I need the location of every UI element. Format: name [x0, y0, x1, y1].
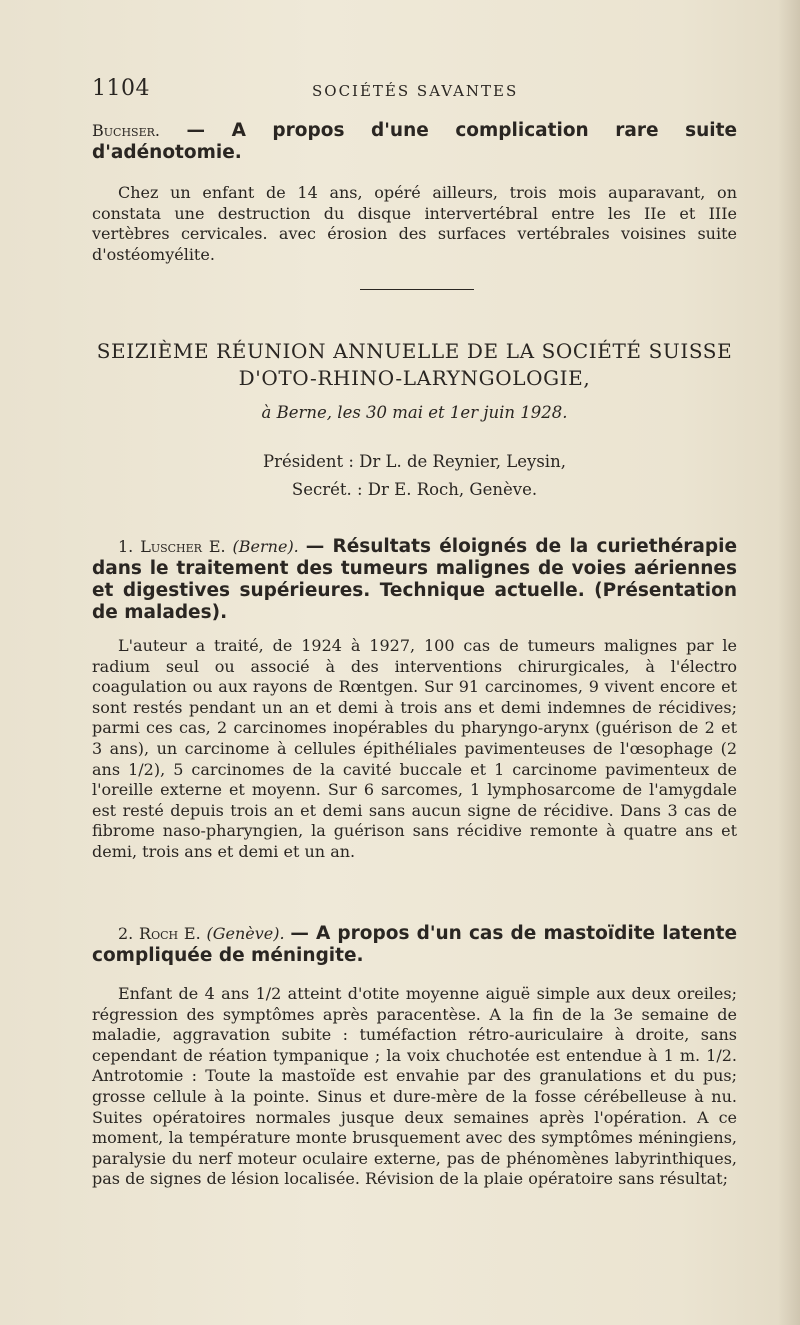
president-label: Président : [263, 452, 354, 471]
running-head: SOCIÉTÉS SAVANTES [312, 82, 519, 100]
article-buchser-heading [92, 120, 737, 164]
article-roch-heading [92, 923, 737, 967]
president-name: Dr L. de Reynier, Leysin, [359, 452, 566, 471]
number-roch: 2. [118, 924, 134, 943]
body-buchser: Chez un enfant de 14 ans, opéré ailleurs, trois mois auparavant, on constata une destruction du disque intervertébral entre les IIe et IIIe vertèbres cervicales. avec érosion des surfaces vertébrales voisines suite d'ostéomyélite. [92, 183, 737, 264]
place-roch: (Genève). [206, 924, 285, 943]
title-buchser: — A propos d'une complication rare suite d'adénotomie. [92, 120, 737, 163]
page-number: 1104 [92, 76, 150, 101]
body-roch: Enfant de 4 ans 1/2 atteint d'otite moyenne aiguë simple aux deux oreiles; régression des symptômes après paracentèse. A la fin de la 3e semaine de maladie, aggravation subite : tuméfaction rétro-auriculaire à droite, sans cependant de réation tympanique ; la voix chuchotée est entendue à 1 m. 1/2. Antrotomie : Toute la mastoïde est envahie par des granulations et du pus; grosse cellule à la pointe. Sinus et dure-mère de la fosse cérébelleuse à nu. Suites opératoires normales jusque deux semaines après l'opération. A ce moment, la température monte brusquement avec des symptômes méningiens, paralysie du nerf moteur oculaire externe, pas de phénomènes labyrinthiques, pas de signes de lésion localisée. Révision de la plaie opératoire sans résultat; [92, 984, 737, 1189]
author-roch: Roch E. [139, 924, 201, 943]
meeting-president [92, 452, 737, 471]
meeting-title-line1: SEIZIÈME RÉUNION ANNUELLE DE LA SOCIÉTÉ SUISSE [96, 339, 733, 363]
secretary-label: Secrét. : [291, 480, 363, 499]
meeting-place-date: à Berne, les 30 mai et 1er juin 1928. [261, 403, 568, 422]
title-luscher: — Résultats éloignés de la curiethérapie dans le traitement des tumeurs malignes de voies aériennes et digestives supérieures. Technique actuelle. (Présentation de malades). [92, 536, 737, 623]
meeting-secretary [92, 480, 737, 499]
article-luscher-heading [92, 536, 737, 624]
number-luscher: 1. [118, 537, 134, 556]
page-header [92, 76, 732, 106]
author-buchser: Buchser. [92, 121, 160, 140]
place-luscher: (Berne). [232, 537, 299, 556]
body-luscher: L'auteur a traité, de 1924 à 1927, 100 cas de tumeurs malignes par le radium seul ou associé à des interventions chirurgicales, à l'électro coagulation ou aux rayons de Rœntgen. Sur 91 carcinomes, 9 vivent encore et sont restés pendant un an et demi à trois ans et demi indemnes de récidives; parmi ces cas, 2 carcinomes inopérables du pharyngo-arynx (guérison de 2 et 3 ans), un carcinome à cellules épithéliales pavimenteuses de l'œsophage (2 ans 1/2), 5 carcinomes de la cavité buccale et 1 carcinome pavimenteux de l'oreille externe et moyenn. Sur 6 sarcomes, 1 lymphosarcome de l'amygdale est resté depuis trois an et demi sans aucun signe de récidive. Dans 3 cas de fibrome naso-pharyngien, la guérison sans récidive remonte à quatre ans et demi, trois ans et demi et un an. [92, 636, 737, 861]
title-roch: — A propos d'un cas de mastoïdite latente compliquée de méningite. [92, 923, 738, 966]
section-divider [360, 289, 474, 290]
secretary-name: Dr E. Roch, Genève. [367, 480, 538, 499]
page-edge-shadow [778, 0, 800, 1325]
meeting-title-line2: D'OTO-RHINO-LARYNGOLOGIE, [238, 366, 591, 390]
author-luscher: Luscher E. [140, 537, 226, 556]
